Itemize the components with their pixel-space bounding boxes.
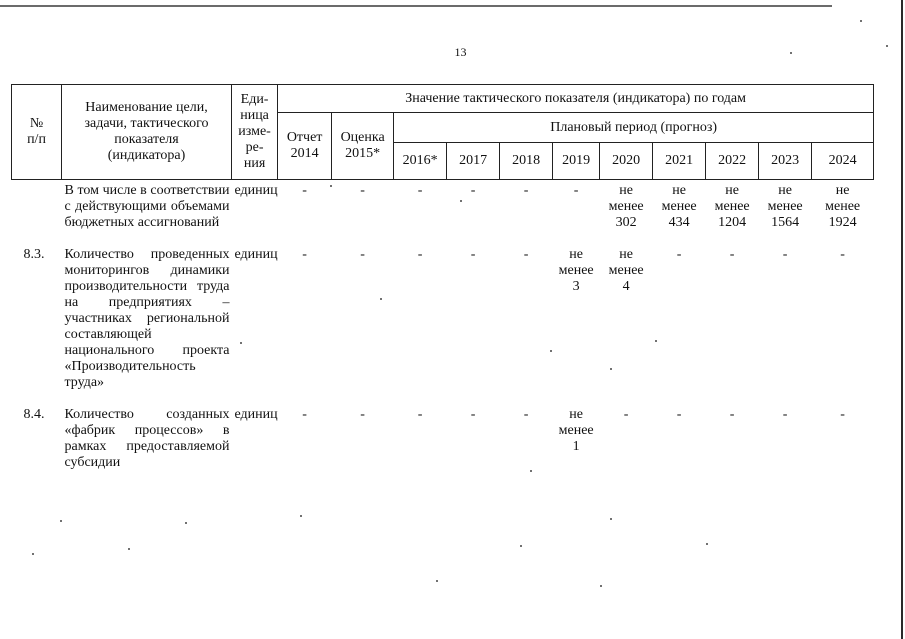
header-year: 2022 — [706, 143, 759, 180]
scan-speck — [860, 20, 862, 22]
value-cell: - — [470, 183, 476, 198]
value-cell: - — [623, 407, 629, 422]
value-cell: - — [360, 407, 365, 422]
value-cell: - — [417, 407, 423, 422]
scan-edge-right — [901, 0, 903, 639]
value-cell: - — [470, 247, 476, 262]
scan-speck — [300, 515, 302, 517]
scan-speck — [886, 45, 888, 47]
header-year: 2019 — [553, 143, 600, 180]
value-cell: не менее 1564 — [767, 183, 803, 230]
table-row — [12, 407, 874, 487]
header-group: Значение тактического показателя (индикатора) по годам — [278, 85, 874, 113]
value-cell: не менее 434 — [661, 183, 697, 230]
header-year: 2018 — [500, 143, 553, 180]
header-unit: Еди- ница изме- ре- ния — [232, 85, 278, 180]
indicator-name: В том числе в соответствии с действующими объемами бюджетных ассигнований — [64, 183, 230, 230]
value-cell: - — [302, 183, 307, 198]
scan-speck — [610, 368, 612, 370]
value-cell: - — [676, 247, 682, 262]
value-cell: - — [417, 247, 423, 262]
value-cell: - — [360, 247, 365, 262]
value-cell: - — [840, 407, 845, 422]
value-cell: - — [523, 407, 529, 422]
unit-cell: единиц — [234, 183, 278, 198]
scan-speck — [436, 580, 438, 582]
header-report: Отчет 2014 — [278, 113, 332, 180]
value-cell: не менее 302 — [608, 183, 644, 230]
value-cell: - — [573, 183, 579, 198]
value-cell: - — [782, 247, 788, 262]
scan-speck — [706, 543, 708, 545]
value-cell: не менее 4 — [608, 247, 644, 294]
header-year: 2023 — [759, 143, 812, 180]
scan-edge-top — [0, 5, 832, 7]
header-year: 2017 — [447, 143, 500, 180]
scan-speck — [790, 52, 792, 54]
header-year: 2024 — [812, 143, 874, 180]
scan-speck — [32, 553, 34, 555]
row-number: 8.4. — [23, 407, 45, 422]
scan-speck — [520, 545, 522, 547]
indicator-name: Количество проведенных мониторингов динамики производительности труда на предприятиях – участниках региональной составляющей национального проекта «Производительность труда» — [64, 247, 230, 390]
scan-speck — [460, 200, 462, 202]
table-row — [12, 180, 874, 248]
header-year: 2020 — [600, 143, 653, 180]
table-body — [12, 180, 874, 488]
value-cell: - — [360, 183, 365, 198]
scan-speck — [330, 185, 332, 187]
value-cell: - — [840, 247, 845, 262]
value-cell: не менее 3 — [558, 247, 594, 294]
scan-speck — [600, 585, 602, 587]
row-number: 8.3. — [23, 247, 45, 262]
scan-speck — [185, 522, 187, 524]
value-cell: - — [470, 407, 476, 422]
scan-speck — [610, 518, 612, 520]
value-cell: - — [302, 247, 307, 262]
unit-cell: единиц — [234, 247, 278, 262]
value-cell: - — [782, 407, 788, 422]
value-cell: не менее 1 — [558, 407, 594, 454]
scan-speck — [655, 340, 657, 342]
page-number: 13 — [454, 45, 467, 59]
value-cell: - — [523, 247, 529, 262]
indicator-table — [11, 84, 874, 487]
scan-speck — [60, 520, 62, 522]
header-name: Наименование цели, задачи, тактического показателя (индикатора) — [62, 85, 232, 180]
scan-speck — [380, 298, 382, 300]
value-cell: не менее 1204 — [714, 183, 750, 230]
value-cell: - — [729, 407, 735, 422]
value-cell: - — [729, 247, 735, 262]
header-estimate: Оценка 2015* — [332, 113, 394, 180]
unit-cell: единиц — [234, 407, 278, 422]
indicator-name: Количество созданных «фабрик процессов» в рамках предоставляемой субсидии — [64, 407, 230, 470]
value-cell: - — [676, 407, 682, 422]
scan-speck — [128, 548, 130, 550]
header-num: № п/п — [12, 85, 62, 180]
value-cell: - — [417, 183, 423, 198]
header-year: 2016* — [394, 143, 447, 180]
scan-speck — [530, 470, 532, 472]
value-cell: - — [302, 407, 307, 422]
row-number — [12, 180, 62, 248]
scan-speck — [240, 342, 242, 344]
value-cell: не менее 1924 — [825, 183, 861, 230]
scan-speck — [550, 350, 552, 352]
table-row — [12, 247, 874, 407]
value-cell: - — [523, 183, 529, 198]
table-header — [12, 85, 874, 180]
header-year: 2021 — [653, 143, 706, 180]
header-plan-period: Плановый период (прогноз) — [394, 113, 874, 143]
